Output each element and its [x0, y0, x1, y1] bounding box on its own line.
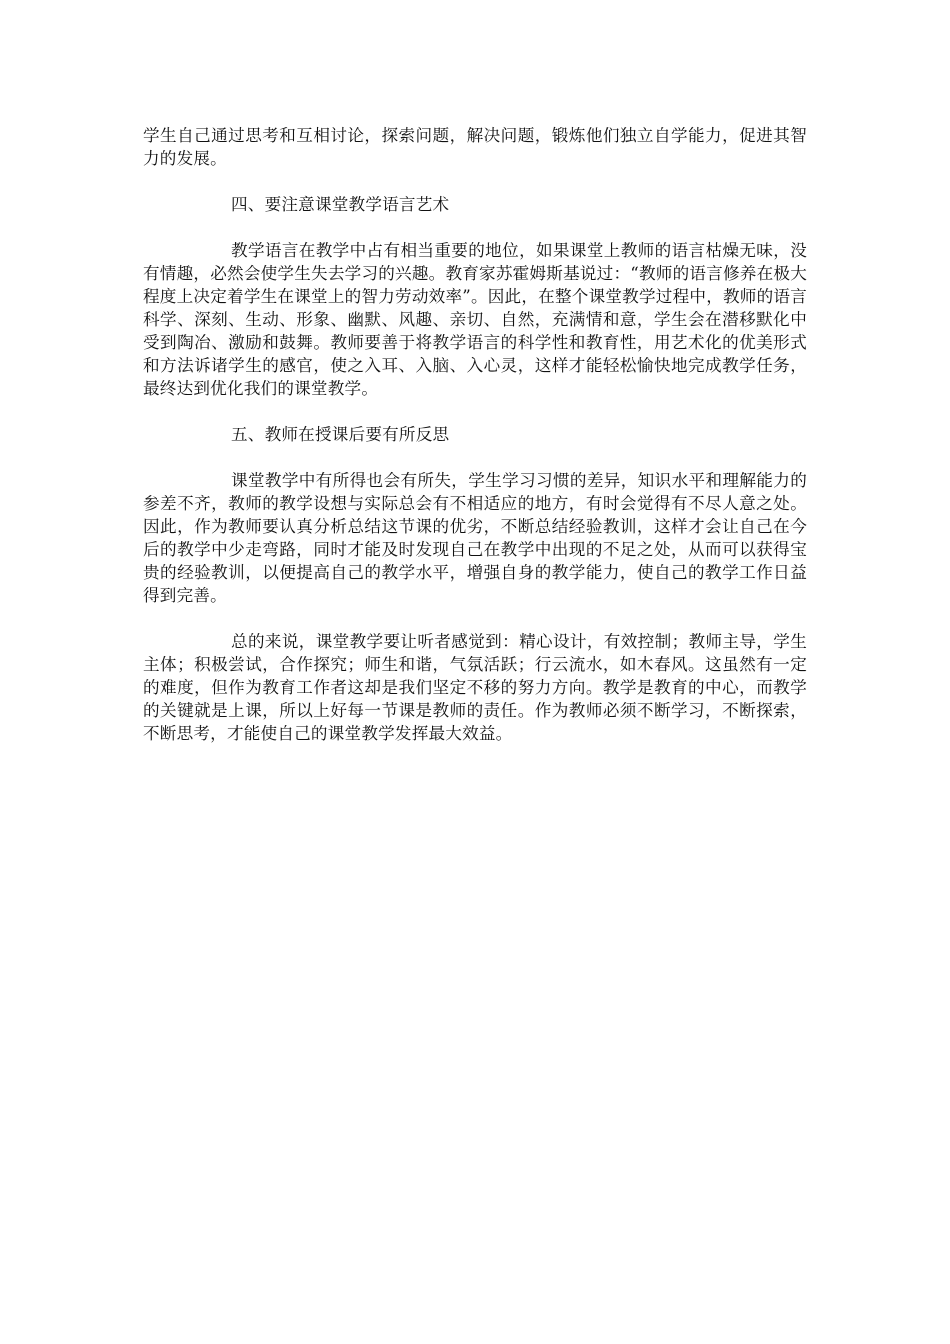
paragraph-gap [143, 607, 807, 630]
paragraph-conclusion: 总的来说，课堂教学要让听者感觉到：精心设计，有效控制；教师主导，学生主体；积极尝试，合作探究；师生和谐，气氛活跃；行云流水，如木春风。这虽然有一定的难度，但作为教育工作者这却是我们坚定不移的努力方向。教学是教育的中心，而教学的关键就是上课，所以上好每一节课是教师的责任。作为教师必须不断学习，不断探索，不断思考，才能使自己的课堂教学发挥最大效益。 [143, 632, 807, 743]
section-heading-4: 四、要注意课堂教学语言艺术 [231, 195, 450, 214]
paragraph-reflection: 课堂教学中有所得也会有所失，学生学习习惯的差异，知识水平和理解能力的参差不齐，教师的教学设想与实际总会有不相适应的地方，有时会觉得有不尽人意之处。因此，作为教师要认真分析总结这节课的优劣，不断总结经验教训，这样才会让自己在今后的教学中少走弯路，同时才能及时发现自己在教学中出现的不足之处，从而可以获得宝贵的经验教训，以便提高自己的教学水平，增强自身的教学能力，使自己的教学工作日益得到完善。 [143, 471, 807, 605]
paragraph-continuation: 学生自己通过思考和互相讨论，探索问题，解决问题，锻炼他们独立自学能力，促进其智力的发展。 [143, 126, 807, 168]
section-heading-5: 五、教师在授课后要有所反思 [231, 425, 450, 444]
paragraph-gap [143, 446, 807, 469]
paragraph-gap [143, 216, 807, 239]
paragraph-gap [143, 400, 807, 423]
document-page [143, 124, 807, 745]
paragraph-gap [143, 170, 807, 193]
paragraph-teaching-language: 教学语言在教学中占有相当重要的地位，如果课堂上教师的语言枯燥无味，没有情趣，必然会使学生失去学习的兴趣。教育家苏霍姆斯基说过：“教师的语言修养在极大程度上决定着学生在课堂上的智力劳动效率”。因此，在整个课堂教学过程中，教师的语言科学、深刻、生动、形象、幽默、风趣、亲切、自然，充满情和意，学生会在潜移默化中受到陶冶、激励和鼓舞。教师要善于将教学语言的科学性和教育性，用艺术化的优美形式和方法诉诸学生的感官，使之入耳、入脑、入心灵，这样才能轻松愉快地完成教学任务，最终达到优化我们的课堂教学。 [143, 241, 807, 398]
